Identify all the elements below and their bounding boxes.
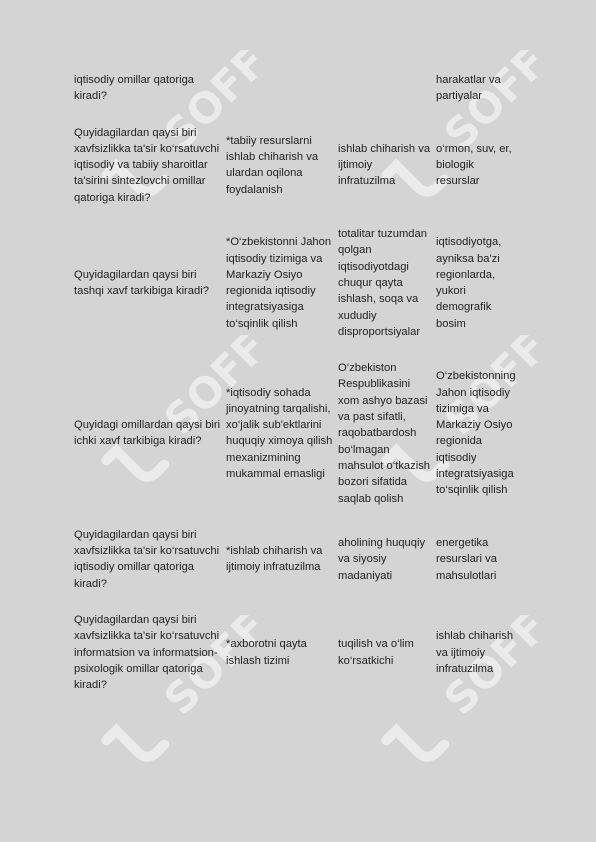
option-c-cell: iqtisodiyotga, ayniksa ba'zi regionlarda, yukori demografik bosim — [436, 236, 502, 330]
option-b-cell: aholining huquqiy va siyosiy madaniyati — [338, 536, 426, 582]
correct-answer-cell: *axborotni qayta ishlash tizimi — [226, 638, 307, 667]
correct-answer-cell: *ishlab chiharish va ijtimoiy infratuzilma — [226, 545, 323, 574]
watermark-text: SOFF — [434, 615, 540, 725]
option-c-cell: energetika resurslari va mahsulotlari — [436, 536, 497, 582]
watermark-text: SOFF — [154, 335, 260, 445]
option-c-cell: o‘rmon, suv, er, biologik resurslar — [436, 142, 512, 188]
correct-answer-cell: *iqtisodiy sohada jinoyatning tarqalishi, xo‘jalik sub'ektlarini huquqiy ximoya qilish mexanizmining mukammal emasligi — [226, 386, 333, 481]
question-cell: Quyidagilardan qaysi biri xavfsizlikka ta'sir ko‘rsatuvchi informatsion va informatsion-psixologik omillar qatoriga kiradi? — [74, 614, 220, 692]
question-cell: Quyidagilardan qaysi biri tashqi xavf tarkibiga kiradi? — [74, 268, 209, 298]
table-row — [72, 115, 522, 216]
option-c-cell: ishlab chiharish va ijtimoiy infratuzilma — [436, 630, 514, 675]
option-c-cell: O‘zbekistonning Jahon iqtisodiy tizimiga va Markaziy Osiyo regionida iqtisodiy integratsiyasiga to‘sqinlik qilish — [436, 370, 516, 497]
option-b-cell: O‘zbekiston Respublikasini xom ashyo bazasi va past sifatli, raqobatbardosh bo‘lmagan mahsulot o‘tkazish bozori sifatida saqlab qolish — [338, 362, 431, 505]
question-cell: iqtisodiy omillar qatoriga kiradi? — [74, 74, 195, 103]
option-b-cell — [336, 70, 434, 115]
option-b-cell: totalitar tuzumdan qolgan iqtisodiyotdagi chuqur qayta ishlash, soqa va xududiy disproportsiyalar — [338, 228, 427, 338]
watermark-text: SOFF — [434, 50, 540, 160]
option-b-cell: tuqilish va o‘lim ko‘rsatkichi — [338, 638, 414, 667]
table-row — [72, 602, 522, 703]
option-c-cell: harakatlar va partiyalar — [436, 74, 501, 103]
watermark-text: SOFF — [154, 50, 260, 160]
question-cell: Quyidagilardan qaysi biri xavfsizlikka ta'sir ko‘rsatuvchi iqtisodiy omillar qatoriga kiradi? — [74, 528, 220, 590]
question-cell: Quyidagilardan qaysi biri xavfsizlikka ta'sir ko‘rsatuvchi iqtisodiy va tabiiy sharoitlar ta'sirini sintezlovchi omillar qatoriga kiradi? — [74, 126, 220, 204]
watermark-text: SOFF — [434, 335, 540, 445]
question-cell: Quyidagi omillardan qaysi biri ichki xavf tarkibiga kiradi? — [74, 419, 221, 448]
watermark-text: SOFF — [154, 615, 260, 725]
correct-answer-cell: *O‘zbekistonni Jahon iqtisodiy tizimiga va Markaziy Osiyo regionida iqtisodiy integratsiyasiga to‘sqinlik qilish — [226, 236, 332, 330]
table-row — [72, 70, 522, 115]
table-row — [72, 350, 522, 517]
table-row — [72, 216, 522, 350]
questions-table — [72, 70, 522, 704]
option-b-cell: ishlab chiharish va ijtimoiy infratuzilma — [338, 142, 431, 188]
table-row — [72, 517, 522, 602]
correct-answer-cell: *tabiiy resurslarni ishlab chiharish va ulardan oqilona foydalanish — [226, 134, 319, 196]
correct-answer-cell — [224, 70, 336, 115]
